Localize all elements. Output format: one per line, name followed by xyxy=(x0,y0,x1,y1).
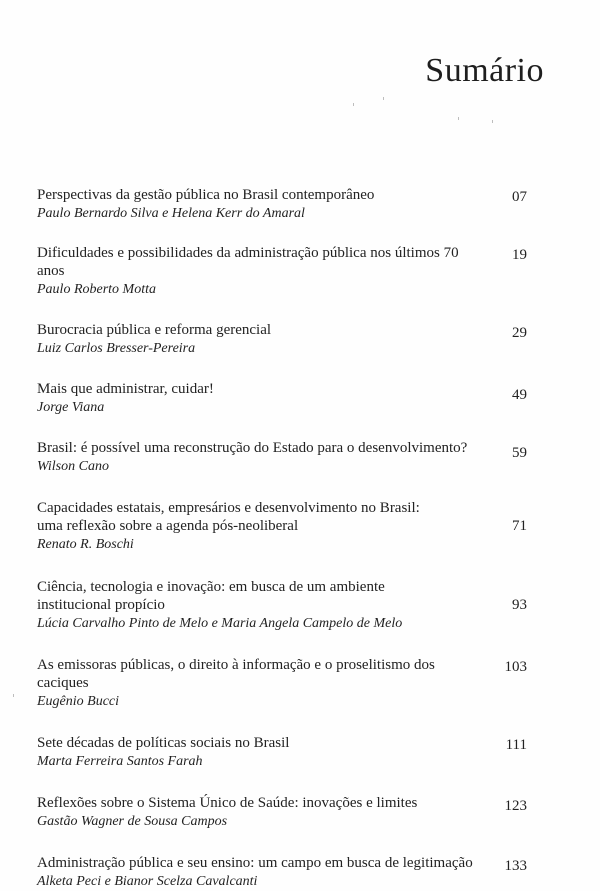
scan-speck xyxy=(353,103,354,106)
scan-speck xyxy=(13,694,14,697)
toc-entry xyxy=(37,499,527,554)
entry-title: Dificuldades e possibilidades da administração pública nos últimos 70 anos xyxy=(37,245,459,279)
toc-entry xyxy=(37,439,527,476)
entry-title: Perspectivas da gestão pública no Brasil contemporâneo xyxy=(37,187,375,203)
entry-title: Brasil: é possível uma reconstrução do Estado para o desenvolvimento? xyxy=(37,440,468,456)
scan-speck xyxy=(458,117,459,120)
entry-author: Alketa Peci e Bianor Scelza Cavalcanti xyxy=(37,874,258,889)
entry-author: Lúcia Carvalho Pinto de Melo e Maria Angela Campelo de Melo xyxy=(37,616,403,631)
entry-title: Sete décadas de políticas sociais no Brasil xyxy=(37,735,290,751)
entry-author: Eugênio Bucci xyxy=(37,694,120,709)
page-number: 111 xyxy=(505,737,527,753)
entry-author: Renato R. Boschi xyxy=(37,537,134,552)
toc-entry xyxy=(37,244,527,299)
toc-entry xyxy=(37,794,527,831)
entry-author: Gastão Wagner de Sousa Campos xyxy=(37,814,228,829)
entry-author: Paulo Roberto Motta xyxy=(37,282,156,297)
toc-entry xyxy=(37,321,527,358)
entry-title: As emissoras públicas, o direito à informação e o proselitismo dos caciques xyxy=(37,657,435,691)
toc-entry xyxy=(37,578,527,633)
scan-speck xyxy=(492,120,493,123)
page-number: 133 xyxy=(504,858,527,874)
page-number: 103 xyxy=(504,659,527,675)
page-number: 71 xyxy=(512,518,527,534)
page-number: 19 xyxy=(512,247,527,263)
entry-author: Wilson Cano xyxy=(37,459,109,474)
toc-entry xyxy=(37,734,527,771)
page-number: 59 xyxy=(512,445,527,461)
toc-entry xyxy=(37,186,527,223)
page-title: Sumário xyxy=(425,52,544,89)
page-number: 07 xyxy=(512,189,527,205)
entry-title: Administração pública e seu ensino: um campo em busca de legitimação xyxy=(37,855,473,871)
scan-speck xyxy=(383,97,384,100)
toc-entry xyxy=(37,380,527,417)
entry-title: Capacidades estatais, empresários e desenvolvimento no Brasil: uma reflexão sobre a agenda pós-neoliberal xyxy=(37,500,420,534)
toc-entry xyxy=(37,854,527,891)
toc-entry xyxy=(37,656,527,711)
entry-title: Mais que administrar, cuidar! xyxy=(37,381,214,397)
page-number: 49 xyxy=(512,387,527,403)
page-number: 93 xyxy=(512,597,527,613)
entry-title: Reflexões sobre o Sistema Único de Saúde: inovações e limites xyxy=(37,795,418,811)
entry-title: Ciência, tecnologia e inovação: em busca de um ambiente institucional propício xyxy=(37,579,385,613)
entry-title: Burocracia pública e reforma gerencial xyxy=(37,322,272,338)
entry-author: Marta Ferreira Santos Farah xyxy=(37,754,203,769)
entry-author: Paulo Bernardo Silva e Helena Kerr do Amaral xyxy=(37,206,305,221)
entry-author: Luiz Carlos Bresser-Pereira xyxy=(37,341,196,356)
entry-author: Jorge Viana xyxy=(37,400,105,415)
page-number: 29 xyxy=(512,325,527,341)
table-of-contents xyxy=(37,186,527,891)
page-number: 123 xyxy=(504,798,527,814)
